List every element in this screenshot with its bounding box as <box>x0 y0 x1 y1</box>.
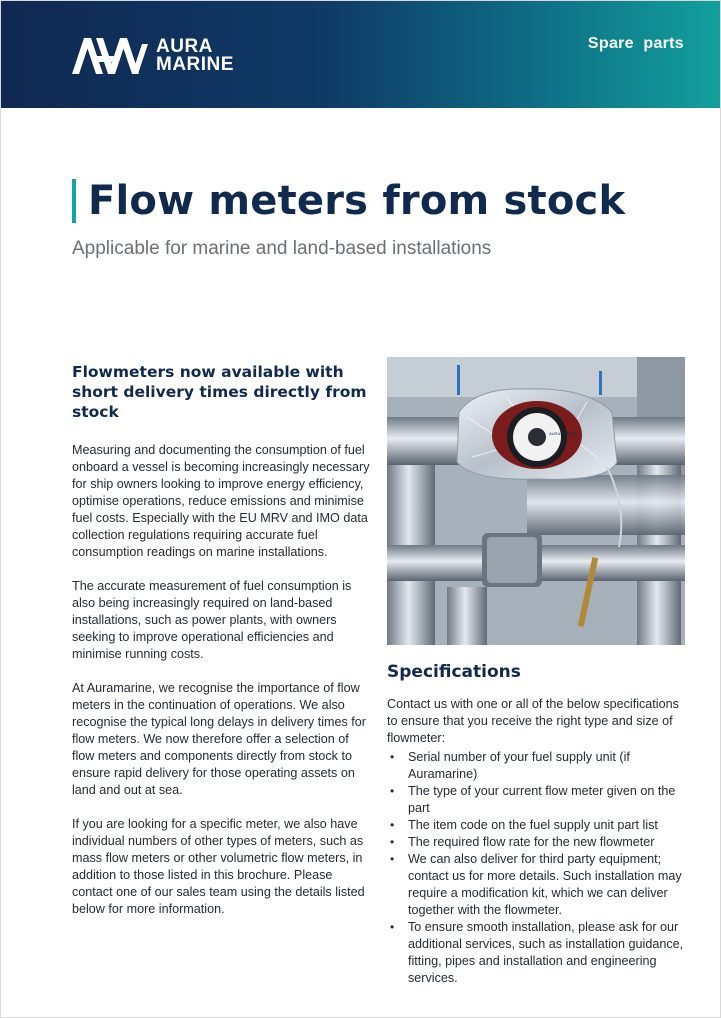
specifications-section <box>387 662 687 987</box>
page-header <box>0 0 721 108</box>
list-item: • The item code on the fuel supply unit part list <box>387 817 687 834</box>
list-item: • To ensure smooth installation, please ask for our additional services, such as installation guidance, fitting, pipes and installation and engineering services. <box>387 919 687 987</box>
paragraph-3: At Auramarine, we recognise the importance of flow meters in the continuation of operations. We also recognise the typical long delays in delivery times for flow meters. We now therefore offer a selection of flow meters and components directly from stock to ensure rapid delivery for those operating assets on land and out at sea. <box>72 681 366 797</box>
paragraph-4: If you are looking for a specific meter, we also have individual numbers of other types of meters, such as mass flow meters or other volumetric flow meters, in addition to those listed in this brochure. Please contact one of our sales team using the details listed below for more information. <box>72 817 365 916</box>
paragraph-1: Measuring and documenting the consumption of fuel onboard a vessel is becoming increasingly necessary for ship owners looking to improve energy efficiency, optimise operations, reduce emissions and minimise fuel costs. Especially with the EU MRV and IMO data collection regulations requiring accurate fuel consumption readings on marine installations. <box>72 443 370 559</box>
intro-heading: Flowmeters now available with short delivery times directly from stock <box>72 363 367 421</box>
page-subtitle: Applicable for marine and land-based installations <box>72 238 492 259</box>
aura-marine-logo-icon <box>72 36 148 76</box>
list-item: • Serial number of your fuel supply unit (if Auramarine) <box>387 749 687 783</box>
specifications-list <box>387 749 687 987</box>
list-item: • We can also deliver for third party equipment; contact us for more details. Such installation may require a modification kit, which we can deliver together with the flowmeter. <box>387 851 687 919</box>
left-column <box>72 362 372 935</box>
flowmeter-photo <box>387 357 685 645</box>
title-block <box>72 175 625 227</box>
page-title: Flow meters from stock <box>88 178 626 224</box>
flowmeter-illustration <box>387 357 685 645</box>
section-tag: Spare parts <box>587 35 684 52</box>
title-accent-bar <box>72 179 76 223</box>
paragraph-2: The accurate measurement of fuel consumption is also being increasingly required on land-based installations, such as power plants, with owners seeking to improve operational efficiencies and minimise running costs. <box>72 579 352 661</box>
company-logo <box>72 36 234 76</box>
specifications-heading: Specifications <box>387 662 521 682</box>
logo-line-marine: MARINE <box>156 54 234 75</box>
list-item: • The type of your current flow meter given on the part <box>387 783 687 817</box>
list-item: • The required flow rate for the new flowmeter <box>387 834 687 851</box>
specifications-intro: Contact us with one or all of the below specifications to ensure that you receive the right type and size of flowmeter: <box>387 697 679 745</box>
meter-brand-label: AURA MARINE <box>549 431 577 436</box>
logo-line-aura: AURA <box>156 36 213 57</box>
logo-wordmark <box>156 38 234 74</box>
